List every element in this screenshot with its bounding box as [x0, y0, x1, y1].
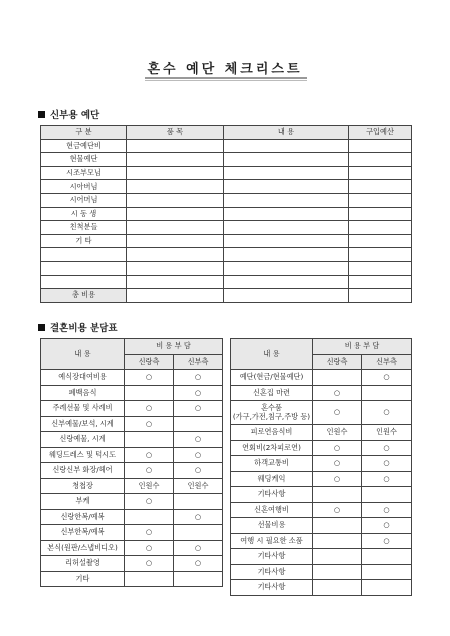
row-label: 기타사항: [231, 580, 313, 596]
column-header-item: 내 용: [231, 339, 313, 370]
content-cell[interactable]: [224, 139, 349, 153]
bride-share-cell: ○: [362, 456, 412, 472]
groom-share-cell: ○: [125, 494, 174, 510]
table-row: [231, 518, 412, 534]
table-row: [231, 549, 412, 565]
bride-share-cell: [174, 416, 223, 432]
groom-share-cell: ○: [125, 540, 174, 556]
square-bullet-icon: [38, 111, 45, 118]
groom-share-cell: ○: [313, 502, 362, 518]
bride-share-cell: ○: [174, 463, 223, 479]
item-cell[interactable]: [127, 180, 224, 194]
total-row: [41, 289, 412, 303]
bride-share-cell: [362, 580, 412, 596]
groom-share-cell: [313, 580, 362, 596]
bride-share-cell: [174, 494, 223, 510]
groom-share-cell: [313, 564, 362, 580]
table-row: [231, 385, 412, 401]
groom-share-cell: [313, 370, 362, 386]
row-label: 연회비(2차피로연): [231, 440, 313, 456]
table-row: [231, 456, 412, 472]
groom-share-cell: [125, 432, 174, 448]
row-label: 시아버님: [41, 180, 127, 194]
bride-share-cell: [362, 487, 412, 503]
section-heading-bride-gifts: [38, 107, 99, 121]
bride-share-cell: ○: [362, 502, 412, 518]
square-bullet-icon: [38, 324, 45, 331]
groom-share-cell: ○: [313, 401, 362, 425]
column-header-cost-share: 비 용 부 담: [125, 339, 223, 355]
groom-share-cell: 인원수: [313, 425, 362, 441]
content-cell[interactable]: [224, 261, 349, 275]
bride-share-cell: [362, 564, 412, 580]
item-cell[interactable]: [127, 193, 224, 207]
table-row: [41, 556, 223, 572]
table-row: [41, 261, 412, 275]
groom-share-cell: ○: [125, 401, 174, 417]
groom-share-cell: ○: [125, 525, 174, 541]
cost-split-table-left: [40, 338, 223, 587]
table-row: [231, 370, 412, 386]
table-row: [231, 487, 412, 503]
bride-share-cell: [174, 571, 223, 587]
table-row: [41, 571, 223, 587]
item-cell[interactable]: [127, 275, 224, 289]
table-row: [231, 401, 412, 425]
table-row: [231, 440, 412, 456]
bride-share-cell: 인원수: [362, 425, 412, 441]
budget-cell[interactable]: [349, 153, 412, 167]
groom-share-cell: [313, 533, 362, 549]
item-cell[interactable]: [127, 153, 224, 167]
table-row: [41, 193, 412, 207]
groom-share-cell: [125, 385, 174, 401]
column-header-item: 내 용: [41, 339, 125, 370]
table-row: [231, 425, 412, 441]
bride-share-cell: ○: [362, 401, 412, 425]
groom-share-cell: ○: [313, 440, 362, 456]
column-header-cost-share: 비 용 부 담: [313, 339, 412, 355]
title-underline-thin: [145, 80, 307, 81]
bride-gift-table: [40, 125, 412, 303]
table-row: [41, 180, 412, 194]
row-label: 웨딩드레스 및 턱시도: [41, 447, 125, 463]
content-cell[interactable]: [224, 180, 349, 194]
budget-cell[interactable]: [349, 234, 412, 248]
table-row: [41, 525, 223, 541]
groom-share-cell: [313, 487, 362, 503]
item-cell[interactable]: [127, 166, 224, 180]
groom-share-cell: [125, 509, 174, 525]
row-label: 현물예단: [41, 153, 127, 167]
row-label: 시 동 생: [41, 207, 127, 221]
column-header-bride: 신부측: [362, 354, 412, 370]
table-row: [231, 471, 412, 487]
table-row: [41, 401, 223, 417]
table-row: [41, 248, 412, 262]
row-label: 리허설촬영: [41, 556, 125, 572]
row-label: 신랑한복/예복: [41, 509, 125, 525]
bride-share-cell: ○: [174, 370, 223, 386]
groom-share-cell: [313, 518, 362, 534]
table-row: [41, 385, 223, 401]
table-row: [41, 432, 223, 448]
row-label: 예단(현금/현물예단): [231, 370, 313, 386]
table-header-row: [41, 339, 223, 355]
content-cell[interactable]: [224, 234, 349, 248]
content-cell[interactable]: [224, 207, 349, 221]
section-heading-label: 결혼비용 분담표: [50, 323, 118, 334]
column-header: 품 목: [127, 126, 224, 140]
column-header-bride: 신부측: [174, 354, 223, 370]
groom-share-cell: 인원수: [125, 478, 174, 494]
row-label: 하객교통비: [231, 456, 313, 472]
bride-share-cell: ○: [362, 518, 412, 534]
total-budget-cell[interactable]: [349, 289, 412, 303]
table-row: [41, 494, 223, 510]
row-label: 시조부모님: [41, 166, 127, 180]
column-header: 구입예산: [349, 126, 412, 140]
bride-share-cell: ○: [174, 556, 223, 572]
page-title: 혼수 예단 체크리스트: [147, 62, 303, 77]
budget-cell[interactable]: [349, 207, 412, 221]
groom-share-cell: ○: [125, 463, 174, 479]
groom-share-cell: ○: [313, 471, 362, 487]
row-label: 선물비용: [231, 518, 313, 534]
table-header-row: [41, 126, 412, 140]
table-row: [231, 502, 412, 518]
title-underline: [145, 77, 307, 79]
bride-share-cell: ○: [362, 533, 412, 549]
budget-cell[interactable]: [349, 166, 412, 180]
column-header: 구 분: [41, 126, 127, 140]
content-cell[interactable]: [224, 248, 349, 262]
budget-cell[interactable]: [349, 193, 412, 207]
table-row: [41, 139, 412, 153]
row-label: 신혼집 마련: [231, 385, 313, 401]
bride-share-cell: ○: [362, 471, 412, 487]
total-item-cell[interactable]: [127, 289, 224, 303]
budget-cell[interactable]: [349, 248, 412, 262]
groom-share-cell: ○: [125, 447, 174, 463]
table-row: [41, 153, 412, 167]
row-label: 신랑예물, 시계: [41, 432, 125, 448]
row-label: 웨딩케익: [231, 471, 313, 487]
bride-share-cell: [362, 549, 412, 565]
bride-share-cell: ○: [174, 509, 223, 525]
bride-share-cell: ○: [362, 440, 412, 456]
bride-share-cell: ○: [174, 401, 223, 417]
table-row: [231, 564, 412, 580]
row-label: 기타사항: [231, 487, 313, 503]
row-label: 신부예물/보석, 시계: [41, 416, 125, 432]
budget-cell[interactable]: [349, 221, 412, 235]
groom-share-cell: ○: [313, 456, 362, 472]
row-label: 시어머님: [41, 193, 127, 207]
budget-cell[interactable]: [349, 180, 412, 194]
item-cell[interactable]: [127, 221, 224, 235]
row-label: 여행 시 필요한 소품: [231, 533, 313, 549]
bride-share-cell: [362, 385, 412, 401]
table-row: [41, 416, 223, 432]
row-label: 현금예단비: [41, 139, 127, 153]
bride-share-cell: ○: [174, 540, 223, 556]
table-row: [41, 370, 223, 386]
row-label: 예식장대여비용: [41, 370, 125, 386]
content-cell[interactable]: [224, 153, 349, 167]
table-row: [41, 207, 412, 221]
table-row: [41, 221, 412, 235]
row-label: [41, 248, 127, 262]
groom-share-cell: [125, 571, 174, 587]
bride-share-cell: 인원수: [174, 478, 223, 494]
section-heading-cost-split: [38, 320, 118, 334]
table-header-row: [231, 339, 412, 355]
groom-share-cell: ○: [125, 370, 174, 386]
row-label: 친척분들: [41, 221, 127, 235]
item-cell[interactable]: [127, 139, 224, 153]
content-cell[interactable]: [224, 166, 349, 180]
budget-cell[interactable]: [349, 261, 412, 275]
row-label: 청첩장: [41, 478, 125, 494]
column-header-groom: 신랑측: [313, 354, 362, 370]
groom-share-cell: ○: [125, 416, 174, 432]
row-label: 피로연음식비: [231, 425, 313, 441]
table-row: [41, 463, 223, 479]
row-label: 기타사항: [231, 549, 313, 565]
groom-share-cell: [313, 549, 362, 565]
content-cell[interactable]: [224, 221, 349, 235]
table-row: [231, 580, 412, 596]
table-row: [231, 533, 412, 549]
column-header: 내 용: [224, 126, 349, 140]
row-label: 폐백음식: [41, 385, 125, 401]
row-label: 기타사항: [231, 564, 313, 580]
bride-share-cell: ○: [174, 447, 223, 463]
row-label: 부케: [41, 494, 125, 510]
row-label: [41, 275, 127, 289]
groom-share-cell: ○: [125, 556, 174, 572]
section-heading-label: 신부용 예단: [50, 110, 100, 121]
table-row: [41, 540, 223, 556]
content-cell[interactable]: [224, 275, 349, 289]
budget-cell[interactable]: [349, 139, 412, 153]
budget-cell[interactable]: [349, 275, 412, 289]
bride-share-cell: ○: [174, 385, 223, 401]
table-row: [41, 478, 223, 494]
column-header-groom: 신랑측: [125, 354, 174, 370]
total-content-cell[interactable]: [224, 289, 349, 303]
item-cell[interactable]: [127, 261, 224, 275]
bride-share-cell: [174, 525, 223, 541]
row-label: 기 타: [41, 234, 127, 248]
bride-share-cell: ○: [174, 432, 223, 448]
item-cell[interactable]: [127, 234, 224, 248]
table-row: [41, 234, 412, 248]
content-cell[interactable]: [224, 193, 349, 207]
row-label: 신부한복/예복: [41, 525, 125, 541]
groom-share-cell: ○: [313, 385, 362, 401]
item-cell[interactable]: [127, 207, 224, 221]
row-label: 주례선물 및 사례비: [41, 401, 125, 417]
table-row: [41, 447, 223, 463]
row-label: 신혼여행비: [231, 502, 313, 518]
table-row: [41, 509, 223, 525]
row-label: [41, 261, 127, 275]
table-row: [41, 275, 412, 289]
row-label: 신랑신부 화장/헤어: [41, 463, 125, 479]
cost-split-table-right: [230, 338, 412, 596]
item-cell[interactable]: [127, 248, 224, 262]
total-label: 총 비용: [41, 289, 127, 303]
row-label: 혼수품 (가구,가전,침구,주방 등): [231, 401, 313, 425]
bride-share-cell: ○: [362, 370, 412, 386]
row-label: 본식(원판/스냅비디오): [41, 540, 125, 556]
table-row: [41, 166, 412, 180]
row-label: 기타: [41, 571, 125, 587]
